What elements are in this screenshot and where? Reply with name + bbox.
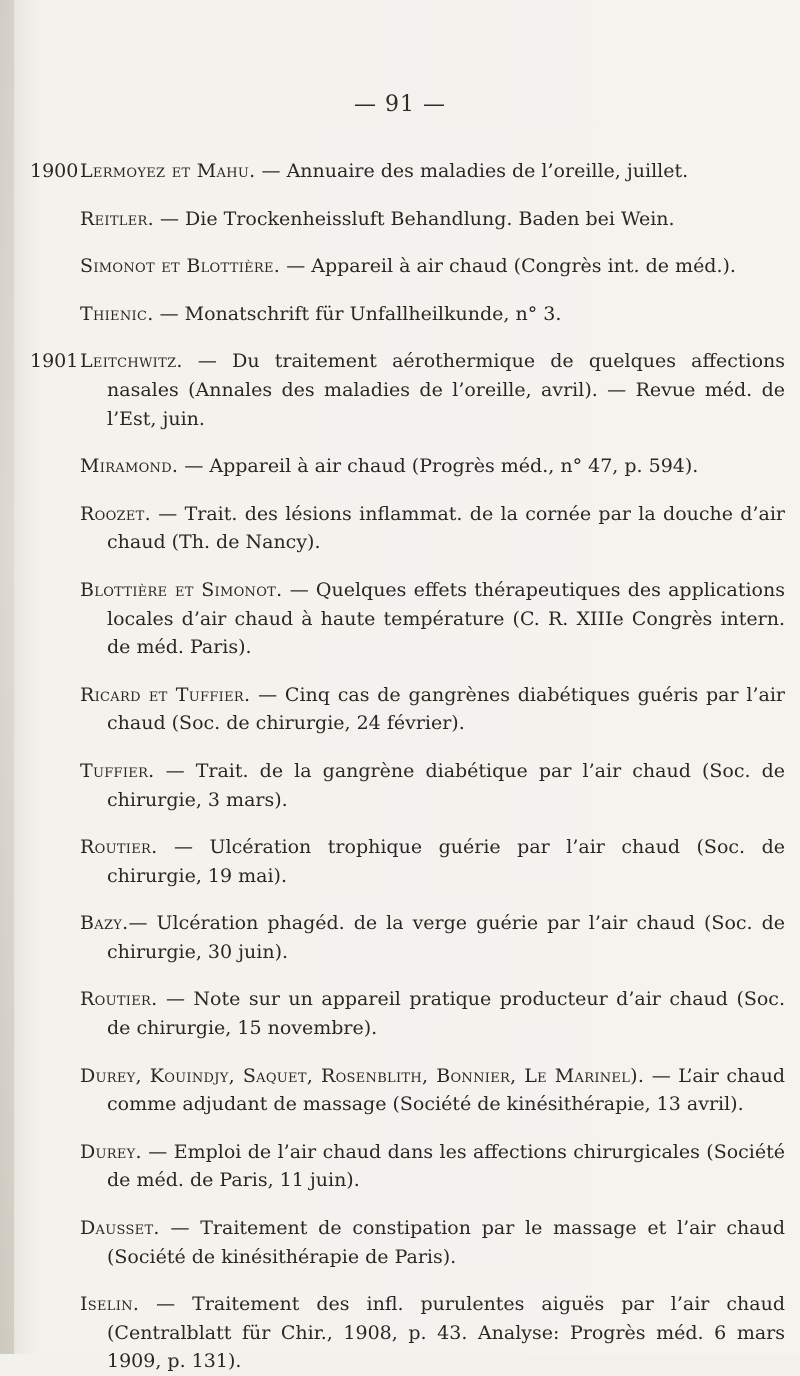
entry [80,833,785,890]
entry-author: Simonot et Blottière. [80,255,281,278]
entry-author: Iselin. [80,1293,140,1316]
entry-author: Roozet. [80,502,151,525]
entry-text: — L’air chaud comme adjudant de massage (Société de kinésithérapie, 13 avril). [107,1064,785,1116]
entry-text: — Trait. des lésions inflammat. de la cornée par la douche d’air chaud (Th. de Nancy). [107,502,785,554]
year-group-1900 [30,157,785,328]
entry-author: Thienic. [80,302,154,325]
entry-author: Leitchwitz. [80,350,183,373]
entry [80,1290,785,1376]
entry [80,157,785,186]
entry [80,300,785,329]
entry-text: — Ulcération trophique guérie par l’air chaud (Soc. de chirurgie, 19 mai). [107,836,785,887]
entry-author: Routier. [80,836,158,859]
year-label: 1901 [30,350,79,373]
entry-text: — Note sur un appareil pratique producteur d’air chaud (Soc. de chirurgie, 15 novembre). [107,988,785,1040]
entry [80,757,785,814]
entry [80,1214,785,1271]
entry-text: — Appareil à air chaud (Progrès méd., n° 47, p. 594). [178,455,699,478]
binding-edge [0,0,14,1354]
entry [80,909,785,966]
entry-author: Miramond. [80,455,179,478]
page-number: — 91 — [354,92,446,117]
entry-text: — Cinq cas de gangrènes diabétiques guéris par l’air chaud (Soc. de chirurgie, 24 février). [107,683,785,735]
entry [80,500,785,557]
entry-text: — Emploi de l’air chaud dans les affections chirurgicales (Société de méd. de Paris, 11 juin). [107,1140,785,1192]
entry-text: — Die Trockenheissluft Behandlung. Baden bei Wein. [153,207,675,230]
entry [80,252,785,281]
entry [80,205,785,234]
entry-text: — Appareil à air chaud (Congrès int. de méd.). [280,255,736,278]
entry [80,985,785,1042]
entry-author: Durey. [80,1140,142,1163]
entry-author: Durey, Kouindjy, Saquet, Rosenblith, Bonnier, Le Marinel). [80,1064,645,1087]
entry-text: — Du traitement aérothermique de quelques affections nasales (Annales des maladies de l’oreille, avril). — Revue méd. de l’Est, juin. [107,350,785,430]
entry-author: Reitler. [80,207,154,230]
entry [80,1062,785,1119]
entry [80,347,785,433]
entry [80,1138,785,1195]
entry-author: Dausset. [80,1217,160,1240]
entry-text: — Trait. de la gangrène diabétique par l’air chaud (Soc. de chirurgie, 3 mars). [107,759,785,811]
entry-text: — Quelques effets thérapeutiques des applications locales d’air chaud à haute température (C. R. XIIIe Congrès intern. de méd. Paris). [107,578,785,659]
entry-text: — Ulcération phagéd. de la verge guérie par l’air chaud (Soc. de chirurgie, 30 juin). [107,912,785,963]
entry-author: Blottière et Simonot. [80,578,283,601]
entry-text: — Annuaire des maladies de l’oreille, juillet. [255,160,689,182]
entry-author: Tuffier. [80,759,155,782]
entry-author: Bazy. [80,912,129,935]
entry-text: — Traitement des infl. purulentes aiguës par l’air chaud (Centralblatt für Chir., 1908, p. 43. Analyse: Progrès méd. 6 mars 1909, p. 131). [107,1293,785,1373]
entry-text: — Traitement de constipation par le massage et l’air chaud (Société de kinésithérapie de Paris). [107,1217,785,1268]
entry-author: Lermoyez et Mahu. [80,160,256,182]
entry [80,681,785,738]
year-label: 1900 [30,160,79,182]
entry-text: — Monatschrift für Unfallheilkunde, n° 3. [153,302,562,325]
year-group-1901 [30,347,785,1376]
entry-author: Routier. [80,988,158,1011]
bibliography [30,138,785,1376]
entry [80,452,785,481]
entry [80,576,785,662]
entry-author: Ricard et Tuffier. [80,683,251,706]
